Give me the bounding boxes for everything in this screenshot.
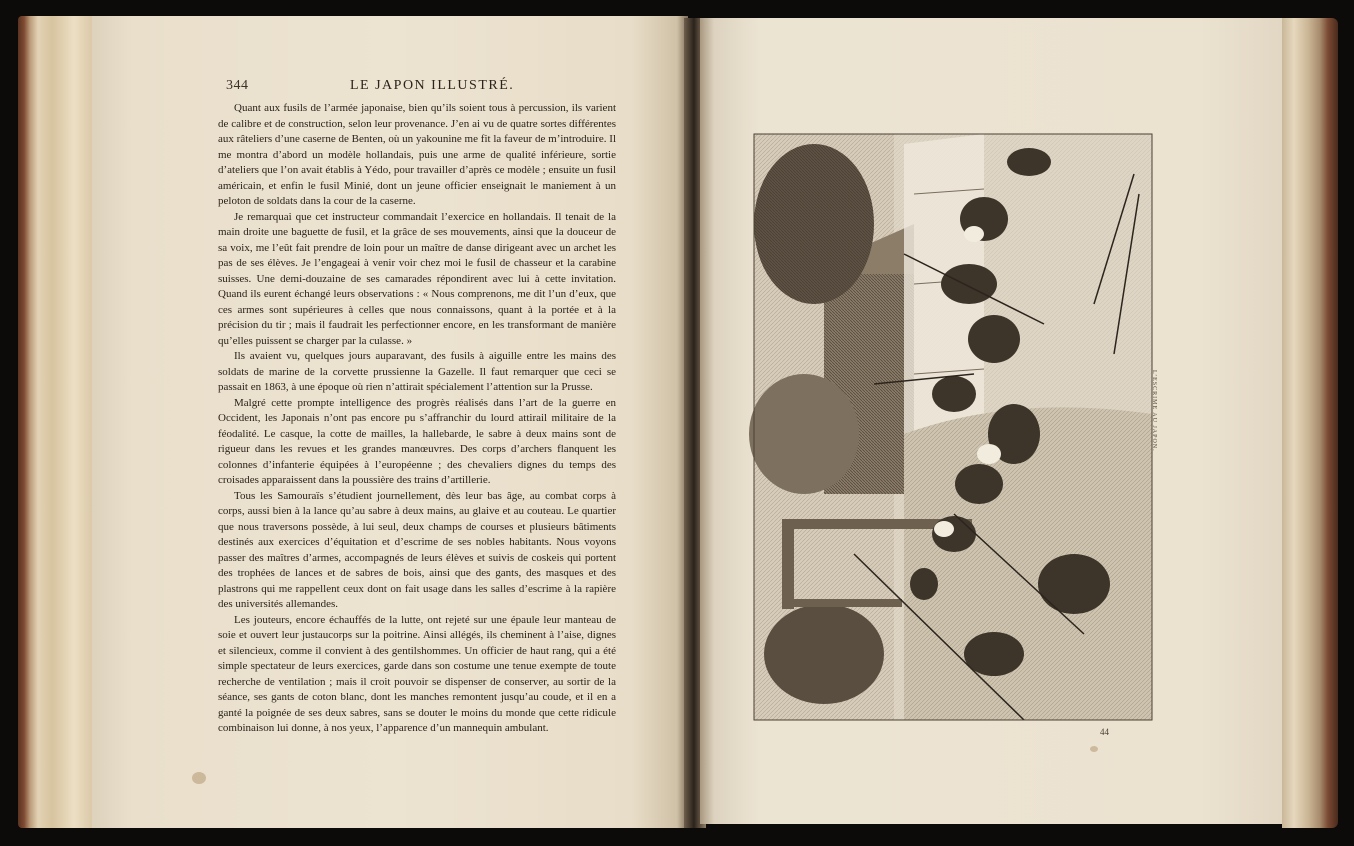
engraving-illustration: [754, 134, 1152, 720]
plate-number: 44: [1100, 727, 1109, 737]
paragraph: Malgré cette prompte intelligence des progrès réalisés dans l’art de la guerre en Occident, les Japonais n’ont pas encore pu s’affranchir du lourd attirail militaire de la féodalité. Le casque, la cotte de mailles, la hallebarde, le sabre à deux mains sont de rigueur dans les revues et les grandes manœuvres. Des corps d’archers flanquent les colonnes d’infanterie équipées à l’européenne ; des chevaliers dignes du temps des croisades apparaissent dans la poussière des trains d’artillerie.: [218, 396, 616, 486]
paragraph: Ils avaient vu, quelques jours auparavant, des fusils à aiguille entre les mains des soldats de marine de la corvette prussienne la Gazelle. Il faut remarquer que ceci se passait en 1863, à une époque où rien n’attirait spécialement l’attention sur la Prusse.: [218, 350, 616, 393]
paragraph: Quant aux fusils de l’armée japonaise, bien qu’ils soient tous à percussion, ils varient de calibre et de construction, selon leur provenance. J’en ai vu de quatre sortes différentes aux râteliers d’une caserne de Benten, où un yakounine me fit la faveur de m’introduire. Il me montra d’abord un modèle hollandais, puis une arme de qualité inférieure, sortie d’ateliers que l’on avait établis à Yédo, pour travailler d’après ce modèle ; ensuite un fusil américain, et enfin le fusil Minié, dont un jeune officier enseignait le maniement à un peloton de soldats dans la cour de la caserne.: [218, 102, 616, 207]
foxing-spot: [1090, 746, 1098, 752]
running-head: LE JAPON ILLUSTRÉ.: [350, 78, 515, 93]
paragraph: Les jouteurs, encore échauffés de la lutte, ont rejeté sur une épaule leur manteau de soie et ouvert leur justaucorps sur la poitrine. Ainsi allégés, ils cheminent à l’aise, dignes et silencieux, comme il convient à des gentilshommes. Un officier de haut rang, qui a été simple spectateur de leurs exercices, garde dans son costume une tenue exempte de toute recherche de ventilation ; mais il croit pouvoir se dispenser de conserver, au sortir de la séance, ses gants de coton blanc, dont les manches remontent jusqu’au coude, et il en a ganté la poignée de ses deux sabres, sans se douter le moins du monde que cette ridicule combinaison lui donne, à nos yeux, l’apparence d’un mannequin ambulant.: [218, 613, 616, 734]
body-text: [218, 101, 616, 734]
foxing-spot: [192, 772, 206, 784]
paragraph: Je remarquai que cet instructeur commandait l’exercice en hollandais. Il tenait de la main droite une baguette de fusil, et la grâce de ses mouvements, ainsi que la douceur de sa voix, me l’eût fait prendre de loin pour un maître de danse dirigeant avec un archet les pas de ses élèves. Je l’engageai à venir voir chez moi le fusil de chasseur et la carabine suisses. Une demi-douzaine de ses camarades répondirent avec lui à cette invitation. Quand ils eurent échangé leurs observations : « Nous comprenons, me dit l’un d’eux, que ces armes sont supérieures à celles que nous connaissons, quant à la portée et à la précision du tir ; mais il faudrait les perfectionner encore, en les transformant de manière qu’elles puissent se charger par la culasse. »: [218, 210, 616, 347]
paragraph: Tous les Samouraïs s’étudient journellement, dès leur bas âge, au combat corps à corps, aussi bien à la lance qu’au sabre à deux mains, au glaive et au couteau. Le quartier que nous traversons possède, à lui seul, deux champs de courses et plusieurs bâtiments destinés aux exercices d’équitation et d’escrime de ses nobles habitants. Nous voyons passer des maîtres d’armes, accompagnés de leurs élèves et suivis de coskeis qui portent des trophées de lances et de sabres de bois, ainsi que des gants, des masques et des plastrons qui me rappellent ceux dont on fait usage dans les salles d’escrime à la rapière des universités allemandes.: [218, 489, 616, 610]
engraving-plate: [754, 134, 1152, 720]
right-page-edges: [1282, 18, 1338, 828]
side-caption: L’ESCRIME AU JAPON.: [1151, 370, 1157, 452]
page-number: 344: [226, 78, 249, 93]
page-header: [226, 78, 616, 100]
